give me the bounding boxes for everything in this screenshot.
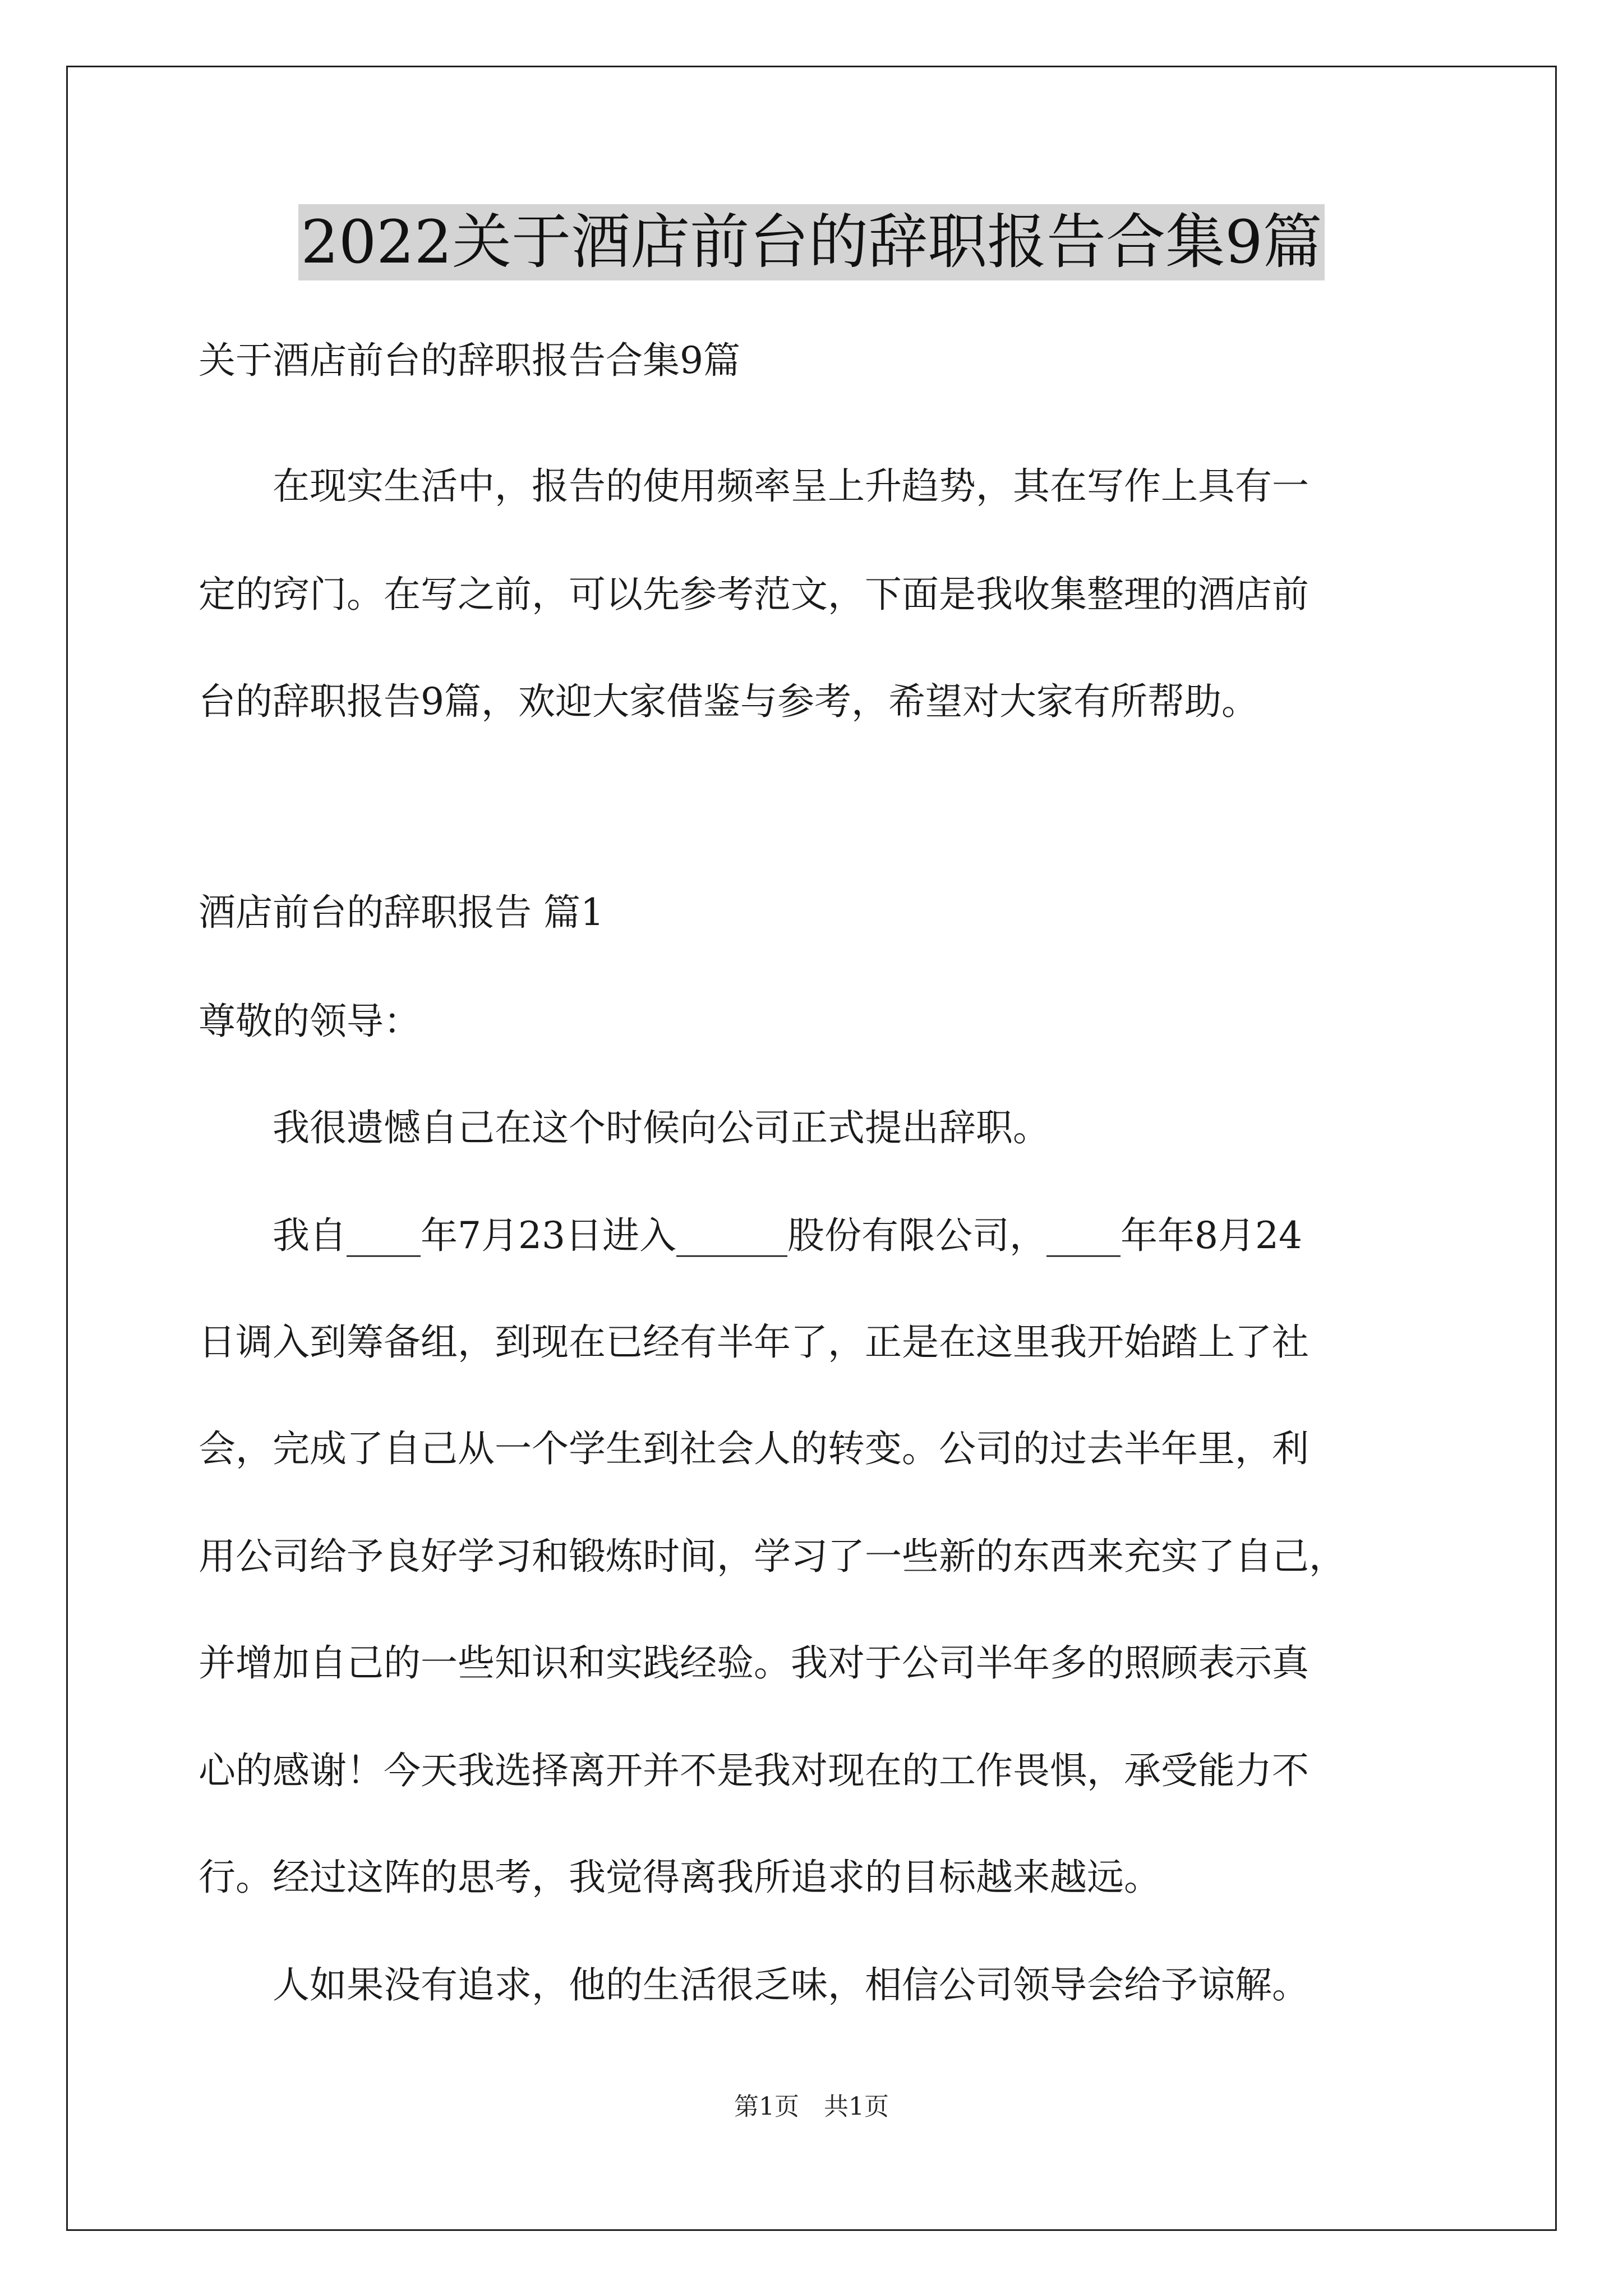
intro-line-1: 在现实生活中，报告的使用频率呈上升趋势，其在写作上具有一 xyxy=(199,464,1309,508)
document-title: 2022关于酒店前台的辞职报告合集9篇 xyxy=(298,204,1324,280)
salutation: 尊敬的领导： xyxy=(199,1000,421,1043)
body-line-7: 心的感谢！今天我选择离开并不是我对现在的工作畏惧，承受能力不 xyxy=(199,1749,1309,1792)
body-line-5: 用公司给予良好学习和锻炼时间，学习了一些新的东西来充实了自己， xyxy=(199,1535,1346,1578)
body-line-4: 会，完成了自己从一个学生到社会人的转变。公司的过去半年里，利 xyxy=(199,1427,1309,1470)
body-line-6: 并增加自己的一些知识和实践经验。我对于公司半年多的照顾表示真 xyxy=(199,1641,1309,1685)
page-footer: 第1页 共1页 xyxy=(734,2092,889,2121)
intro-line-3: 台的辞职报告9篇，欢迎大家借鉴与参考，希望对大家有所帮助。 xyxy=(199,680,1258,723)
body-line-9: 人如果没有追求，他的生活很乏味，相信公司领导会给予谅解。 xyxy=(199,1963,1309,2007)
body-line-8: 行。经过这阵的思考，我觉得离我所追求的目标越来越远。 xyxy=(199,1856,1161,1899)
intro-line-2: 定的窍门。在写之前，可以先参考范文，下面是我收集整理的酒店前 xyxy=(199,573,1309,616)
body-line-1: 我很遗憾自己在这个时候向公司正式提出辞职。 xyxy=(199,1106,1050,1149)
section-heading: 酒店前台的辞职报告 篇1 xyxy=(199,891,604,934)
subtitle-line: 关于酒店前台的辞职报告合集9篇 xyxy=(199,339,740,382)
title-container xyxy=(0,204,1623,280)
body-line-2: 我自____年7月23日进入______股份有限公司，____年年8月24 xyxy=(199,1214,1302,1257)
body-line-3: 日调入到筹备组，到现在已经有半年了，正是在这里我开始踏上了社 xyxy=(199,1320,1309,1364)
